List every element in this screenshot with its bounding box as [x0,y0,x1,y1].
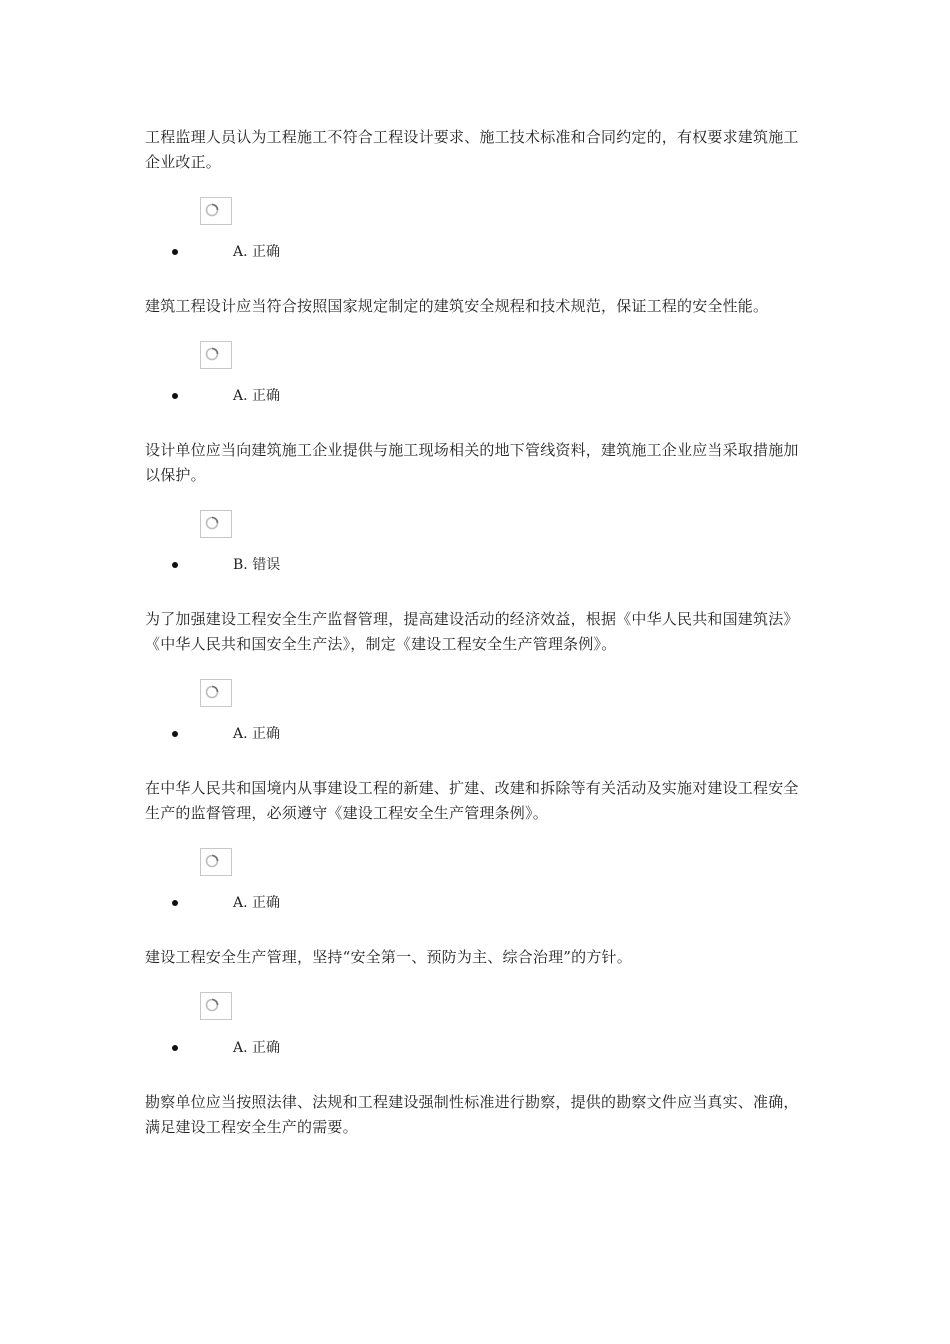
question-text: 建设工程安全生产管理，坚持“安全第一、预防为主、综合治理”的方针。 [145,948,632,966]
answer-list-item [168,554,468,576]
bullet-icon [172,900,178,906]
bullet-icon [172,249,178,255]
answer-text: B. 错误 [233,557,281,573]
answer-list-item [168,892,468,914]
answer-list-item [168,723,468,745]
question-text: 在中华人民共和国境内从事建设工程的新建、扩建、改建和拆除等有关活动及实施对建设工程安全生产的监督管理，必须遵守《建设工程安全生产管理条例》。 [145,779,799,822]
loading-spinner-icon [205,347,219,361]
answer-radio[interactable] [200,679,232,707]
loading-spinner-icon [205,998,219,1012]
bullet-icon [172,562,178,568]
answer-text: A. 正确 [233,388,281,404]
answer-text: A. 正确 [233,895,281,911]
answer-radio[interactable] [200,197,232,225]
loading-spinner-icon [205,203,219,217]
answer-radio[interactable] [200,848,232,876]
answer-radio[interactable] [200,341,232,369]
answer-text: A. 正确 [233,1040,281,1056]
answer-text: A. 正确 [233,726,281,742]
answer-list-item [168,241,468,263]
bullet-icon [172,731,178,737]
answer-list-item [168,385,468,407]
loading-spinner-icon [205,685,219,699]
answer-radio[interactable] [200,992,232,1020]
question-text: 为了加强建设工程安全生产监督管理，提高建设活动的经济效益，根据《中华人民共和国建筑法》《中华人民共和国安全生产法》，制定《建设工程安全生产管理条例》。 [145,610,799,653]
question-text: 勘察单位应当按照法律、法规和工程建设强制性标准进行勘察，提供的勘察文件应当真实、准确，满足建设工程安全生产的需要。 [145,1093,799,1136]
question-text: 建筑工程设计应当符合按照国家规定制定的建筑安全规程和技术规范，保证工程的安全性能。 [145,297,769,315]
loading-spinner-icon [205,854,219,868]
answer-radio[interactable] [200,510,232,538]
bullet-icon [172,393,178,399]
answer-list-item [168,1037,468,1059]
question-text: 设计单位应当向建筑施工企业提供与施工现场相关的地下管线资料，建筑施工企业应当采取措施加以保护。 [145,441,799,484]
question-text: 工程监理人员认为工程施工不符合工程设计要求、施工技术标准和合同约定的，有权要求建筑施工企业改正。 [145,128,799,171]
bullet-icon [172,1045,178,1051]
answer-text: A. 正确 [233,244,281,260]
loading-spinner-icon [205,516,219,530]
